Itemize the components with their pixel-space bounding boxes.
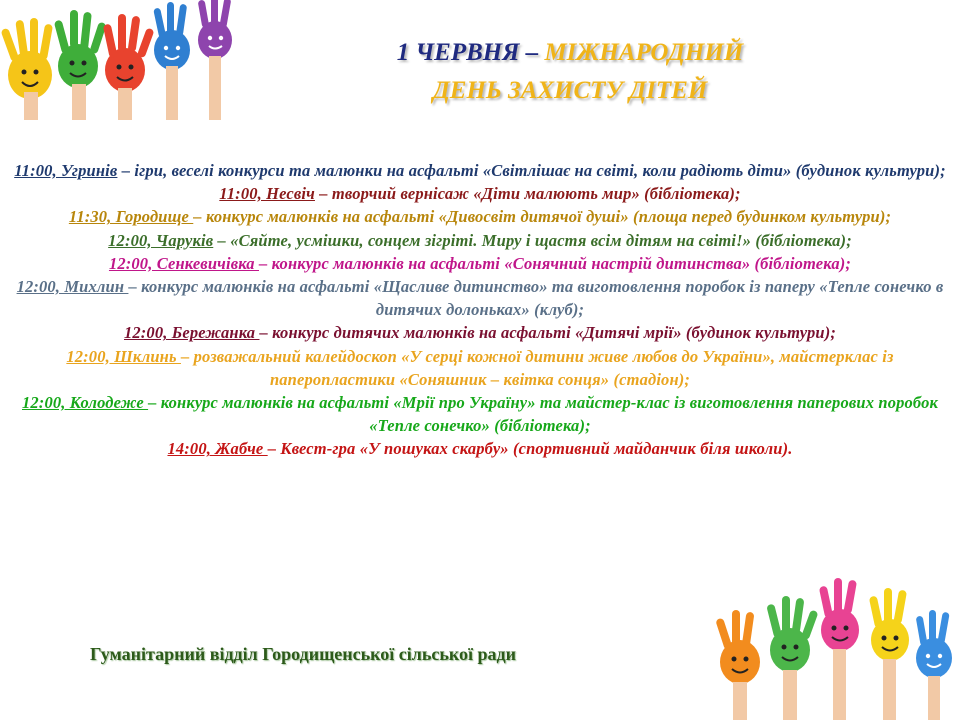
hand-purple (198, 0, 232, 59)
event-schedule (8, 159, 952, 461)
event-description: – Квест-гра «У пошуках скарбу» (спортивний майданчик біля школи). (267, 439, 793, 459)
hand-red (103, 14, 155, 92)
event-time-place: 11:00, Несвіч (219, 184, 315, 204)
event-item (8, 391, 952, 437)
title-children-day: ДЕНЬ ЗАХИСТУ ДІТЕЙ (432, 77, 708, 104)
title-international: МІЖНАРОДНИЙ (544, 39, 744, 66)
event-description: – творчий вернісаж «Діти малюють мир» (бібліотека); (314, 184, 741, 204)
hand-yellow (0, 18, 53, 99)
event-description: – конкурс дитячих малюнків на асфальті «Дитячі мрії» (будинок культури); (259, 323, 837, 343)
event-description: – конкурс малюнків на асфальті «Дивосвіт дитячої душі» (площа перед будинком культури); (193, 207, 892, 227)
hand-pink (819, 578, 859, 651)
event-description: – конкурс малюнків на асфальті «Сонячний настрій дитинства» (бібліотека); (259, 253, 852, 273)
event-item (8, 252, 952, 275)
event-item (8, 345, 952, 391)
event-item (8, 205, 952, 228)
hand-orange (715, 610, 760, 684)
event-time-place: 12:00, Шклинь (66, 346, 181, 366)
event-item (8, 229, 952, 252)
event-description: – «Сяйте, усмішки, сонцем зігріті. Миру і щастя всім дітям на світі!» (бібліотека); (213, 230, 852, 250)
hand-blue (153, 2, 190, 70)
event-description: – розважальний калейдоскоп «У серці кожної дитини живе любов до України», майстерклас із паперопластики «Соняшник – квітка сонця» (стадіон); (180, 346, 894, 389)
page-title (300, 34, 840, 110)
event-description: – конкурс малюнків на асфальті «Щасливе дитинство» та виготовлення поробок із паперу «Тепле сонечко в дитячих долоньках» (клуб); (128, 277, 944, 320)
event-time-place: 11:30, Городище (68, 207, 194, 227)
event-item (8, 182, 952, 205)
event-time-place: 11:00, Угринів (14, 161, 118, 180)
hand-green-2 (766, 596, 818, 672)
arms-bottom (733, 649, 940, 720)
event-item (8, 321, 952, 344)
event-time-place: 12:00, Колодеже (22, 393, 149, 413)
footer-department: Гуманітарний відділ Городищенської сільської ради (90, 644, 517, 664)
event-time-place: 12:00, Бережанка (123, 323, 260, 343)
hand-blue-2 (916, 610, 952, 678)
event-time-place: 12:00, Михлин (16, 277, 129, 297)
event-item (8, 275, 952, 321)
event-item (8, 437, 952, 460)
event-time-place: 14:00, Жабче (167, 439, 268, 459)
painted-hands-top-left-image (0, 0, 250, 120)
event-item (8, 159, 952, 182)
painted-hands-bottom-right-image (700, 570, 960, 720)
hand-yellow-2 (869, 588, 909, 661)
event-time-place: 12:00, Сенкевичівка (108, 253, 259, 273)
hand-green (54, 10, 107, 88)
event-time-place: 12:00, Чаруків (108, 230, 214, 250)
event-description: – ігри, веселі конкурси та малюнки на асфальті «Світлішає на світі, коли радіють діти» (будинок культури); (117, 161, 946, 180)
title-date: 1 ЧЕРВНЯ – (396, 39, 545, 66)
event-description: – конкурс малюнків на асфальті «Мрії про Україну» та майстер-клас із виготовлення паперових поробок «Тепле сонечко» (бібліотека); (148, 393, 938, 436)
